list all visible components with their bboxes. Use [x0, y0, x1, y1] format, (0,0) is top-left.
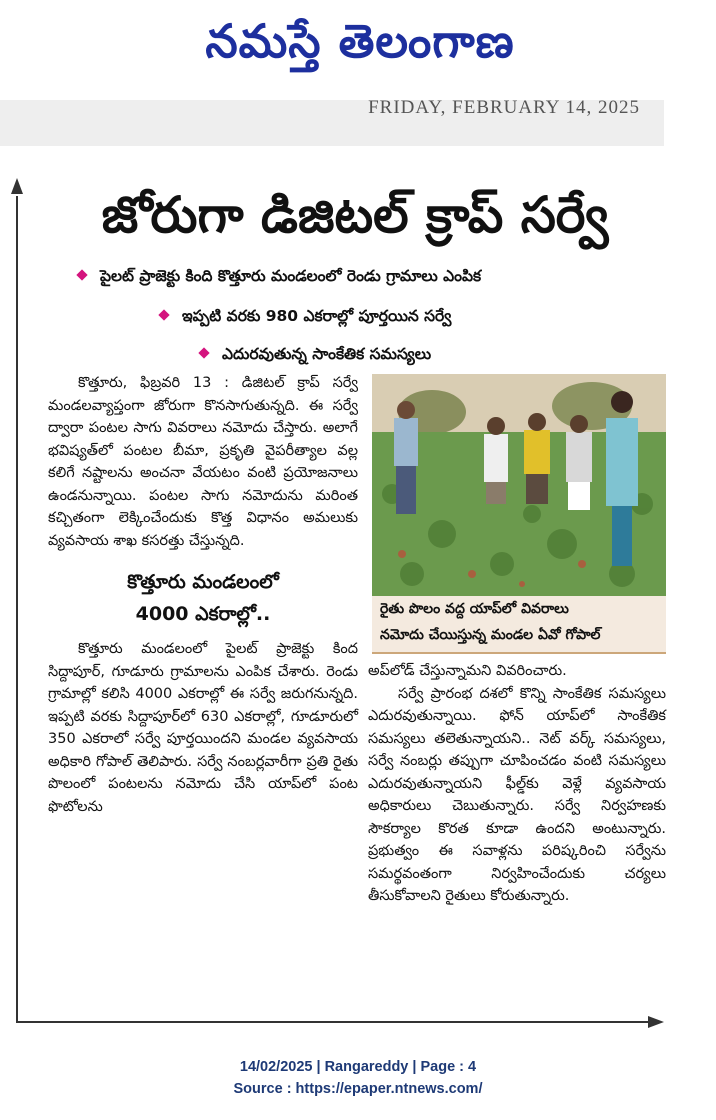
horizontal-arrow-icon: [648, 1016, 664, 1028]
right-column: [368, 660, 666, 908]
bullet-item: [78, 262, 481, 290]
subheading: 4000 ఎకరాల్లో..: [135, 603, 271, 625]
article-paragraph: కొత్తూరు మండలంలో పైలట్ ప్రాజెక్టు కింద సిద్దాపూర్, గూడూరు గ్రామాలను ఎంపిక చేశారు. రెండు గ్రామాల్లో కలిసి 4000 ఎకరాల్లో ఈ సర్వే జరుగనున్నది. ఇప్పటి వరకు సిద్దాపూర్‌లో 630 ఎకరాల్లో, గూడూరులో 350 ఎకరాలో సర్వే పూర్తయిందని మండల వ్యవసాయ అధికారి గోపాల్ తెలిపారు. సర్వే నంబర్లవారీగా ప్రతి రైతు పొలంలో పంటలను నమోదు చేసి యాప్‌లో పంట ఫొటోలను: [48, 641, 358, 815]
bullet-text: ఇప్పటి వరకు 980 ఎకరాల్లో పూర్తయిన సర్వే: [182, 307, 452, 325]
edition-date: FRIDAY, FEBRUARY 14, 2025: [368, 97, 640, 118]
bullet-item: [160, 302, 451, 330]
bullet-item: [200, 340, 431, 368]
bullet-text: ఎదురవుతున్న సాంకేతిక సమస్యలు: [222, 345, 432, 363]
bullet-text: పైలట్ ప్రాజెక్టు కింది కొత్తూరు మండలంలో రెండు గ్రామాలు ఎంపిక: [100, 267, 482, 285]
headline: జోరుగా డిజిటల్ క్రాప్ సర్వే: [101, 186, 609, 244]
caption-line: రైతు పొలం వద్ద యాప్‌లో వివరాలు: [380, 601, 569, 617]
diamond-bullet-icon: [198, 347, 209, 358]
footer-source-link[interactable]: Source : https://epaper.ntnews.com/: [233, 1081, 483, 1097]
page-footer: [0, 1056, 716, 1100]
left-column: [48, 372, 358, 818]
subheading: కొత్తూరు మండలంలో: [127, 571, 279, 593]
diamond-bullet-icon: [158, 309, 169, 320]
farm-photo-illustration: [372, 374, 666, 596]
newspaper-logo: నమస్తే తెలంగాణ: [205, 14, 515, 68]
vertical-rule: [16, 196, 18, 1022]
masthead: [0, 0, 716, 100]
footer-edition-info: 14/02/2025 | Rangareddy | Page : 4: [239, 1059, 477, 1075]
article-paragraph: అప్‌లోడ్ చేస్తున్నామని వివరించారు.: [368, 663, 567, 679]
diamond-bullet-icon: [76, 269, 87, 280]
article-paragraph: సర్వే ప్రారంభ దశలో కొన్ని సాంకేతిక సమస్యలు ఎదురవుతున్నాయి. ఫోన్ యాప్‌లో సాంకేతిక సమస్యలు తలెతున్నాయని.. నెట్ వర్క్ సమస్యలు, సర్వే నంబర్లు తప్పుగా చూపించడం వంటి సమస్యలు ఎదురవుతున్నాయని ఫీల్డ్‌కు వెళ్లే వ్యవసాయ అధికారులు చెబుతున్నారు. సర్వే నిర్వహణకు సౌకర్యాల కొరత కూడా ఉందని అంటున్నారు. ప్రభుత్వం ఈ సవాళ్లను పరిష్కరించి సర్వేను సమర్థవంతంగా నిర్వహించేందుకు చర్యలు తీసుకోవాలని రైతులు కోరుతున్నారు.: [368, 685, 666, 904]
date-band: [0, 97, 664, 146]
article-photo: [372, 374, 666, 596]
article-paragraph: కొత్తూరు, ఫిబ్రవరి 13 : డిజిటల్ క్రాప్ సర్వే మండలవ్యాప్తంగా జోరుగా కొనసాగుతున్నది. ఈ సర్వే ద్వారా పంటల సాగు వివరాలు నమోదు చేస్తారు. అలాగే భవిష్యత్‌లో పంటల బీమా, ప్రకృతి వైపరీత్యాల వల్ల కలిగే నష్టాలను అంచనా వేయటం వంటి ప్రయోజనాలు ఉండనున్నాయి. పంటల సాగు నమోదును మరింత కచ్చితంగా లెక్కించేందుకు కొత్త విధానం అమలుకు వ్యవసాయ శాఖ కసరత్తు చేస్తున్నది.: [48, 375, 358, 549]
photo-caption: [372, 596, 666, 654]
horizontal-rule: [16, 1021, 650, 1023]
vertical-arrow-icon: [11, 178, 23, 194]
caption-line: నమోదు చేయిస్తున్న మండల ఏవో గోపాల్: [380, 627, 601, 643]
